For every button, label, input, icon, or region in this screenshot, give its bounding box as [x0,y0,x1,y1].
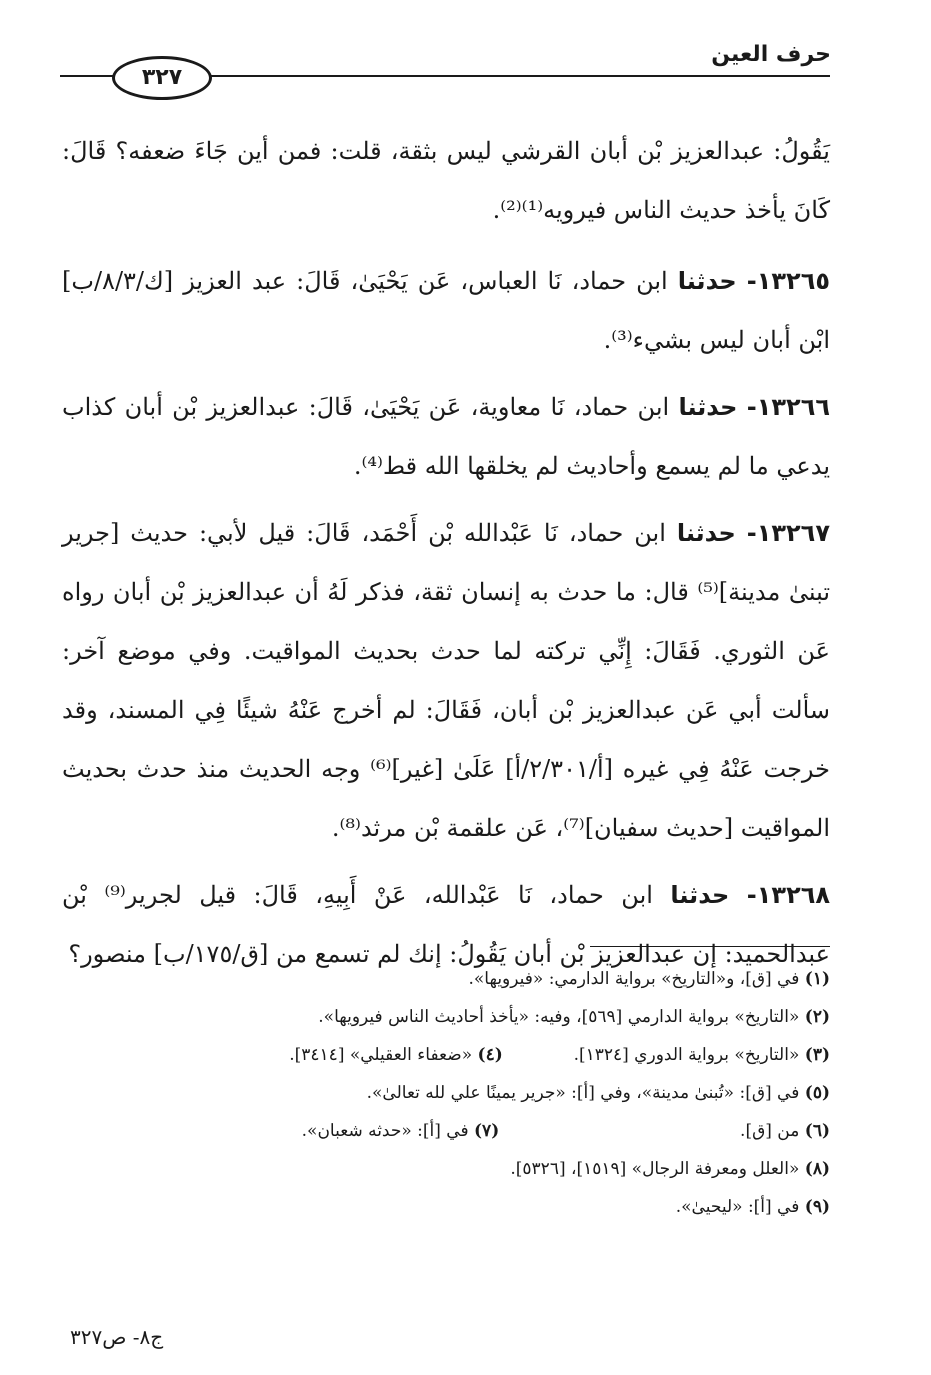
hadith-number: ١٣٢٦٨- [746,881,831,909]
footnote-number: (٧) [474,1121,500,1141]
hadith-text: ابن حماد، نَا عَبْدالله، عَنْ أَبِيهِ، قَالَ: قيل لجرير⁽⁹⁾ بْن عبدالحميد: إن عبدالعزيز بْن أبان يَقُولُ: إنك لم تسمع من [ق/١٧٥/ب] منصور؟ [62,881,830,968]
footnote-text: في [أ]: «حدثه شعبان». [301,1121,469,1141]
hadith-13265 [62,252,830,370]
footnote-8 [150,1150,830,1188]
hadith-number: ١٣٢٦٥- [746,267,830,295]
hadith-text: ابن حماد، نَا معاوية، عَن يَحْيَىٰ، قَالَ: عبدالعزيز بْن أبان كذاب يدعي ما لم يسمع وأحاديث لم يخلقها الله قط⁽⁴⁾. [62,393,830,480]
footnote-number: (٤) [477,1045,503,1065]
hadith-text: ابن حماد، نَا العباس، عَن يَحْيَىٰ، قَالَ: عبد العزيز [ك/٨/٣/ب] ابْن أبان ليس بشيء⁽³⁾. [62,267,830,354]
volume-page-mark: ج٨- ص٣٢٧ [70,1325,164,1349]
footnote-number: (٨) [804,1159,830,1179]
footnote-number: (٣) [804,1045,830,1065]
footnote-5 [150,1074,830,1112]
hadith-keyword: حدثنا [678,393,738,421]
footnotes [150,960,830,1226]
footnote-number: (٢) [804,1007,830,1027]
footnote-text: في [أ]: «ليحيىٰ». [675,1197,800,1217]
footnote-text: «العلل ومعرفة الرجال» [١٥١٩]، [٥٣٢٦]. [510,1159,800,1179]
main-text [62,122,830,992]
footnote-text: «التاريخ» برواية الدارمي [٥٦٩]، وفيه: «يأخذ أحاديث الناس فيرويها». [318,1007,800,1027]
hadith-keyword: حدثنا [670,881,730,909]
footnote-number: (٥) [804,1083,830,1103]
footnote-number: (٦) [804,1121,830,1141]
footnote-text: «التاريخ» برواية الدوري [١٣٢٤]. [573,1045,800,1065]
footnote-number: (٩) [804,1197,830,1217]
hadith-text: ابن حماد، نَا عَبْدالله بْن أَحْمَد، قَالَ: قيل لأبي: حديث [جرير تبنىٰ مدينة]⁽⁵⁾ قال: ما حدث به إنسان ثقة، فذكر لَهُ أن عبدالعزيز بْن أبان رواه عَن الثوري. فَقَالَ: إِنِّي تركته لما حدث بحديث المواقيت. وفي موضع آخر: سألت أبي عَن عبدالعزيز بْن أبان، فَقَالَ: لم أخرج عَنْهُ شيئًا فِي المسند، وقد خرجت عَنْهُ فِي غيره [أ/٢/٣٠١/أ] عَلَىٰ [غير]⁽⁶⁾ وجه الحديث منذ حدث بحديث المواقيت [حديث سفيان]⁽⁷⁾، عَن علقمة بْن مرثد⁽⁸⁾. [62,519,831,842]
page-number-badge: ٣٢٧ [112,56,212,100]
footnote-1 [150,960,830,998]
hadith-keyword: حدثنا [677,267,737,295]
hadith-number: ١٣٢٦٦- [746,393,830,421]
hadith-13267 [62,504,830,858]
hadith-13266 [62,378,830,496]
section-title: حرف العين [711,42,831,67]
footnote-6-7 [150,1112,830,1150]
footnote-2 [150,998,830,1036]
footnote-9 [150,1188,830,1226]
footnote-text: من [ق]. [740,1121,800,1141]
footnote-text: في [ق]: «تُبنىٰ مدينة»، وفي [أ]: «جرير يمينًا علي لله تعالىٰ». [366,1083,800,1103]
paragraph-continuation: يَقُولُ: عبدالعزيز بْن أبان القرشي ليس بثقة، قلت: فمن أين جَاءَ ضعفه؟ قَالَ: كَانَ يأخذ حديث الناس فيرويه⁽¹⁾⁽²⁾. [62,137,830,224]
footnote-text: في [ق]، و«التاريخ» برواية الدارمي: «فيرويها». [468,969,800,989]
footnote-3-4 [150,1036,830,1074]
footnote-text: «ضعفاء العقيلي» [٣٤١٤]. [289,1045,473,1065]
hadith-keyword: حدثنا [676,519,736,547]
hadith-number: ١٣٢٦٧- [746,519,830,547]
footnote-number: (١) [804,969,830,989]
footnote-separator [590,946,830,947]
